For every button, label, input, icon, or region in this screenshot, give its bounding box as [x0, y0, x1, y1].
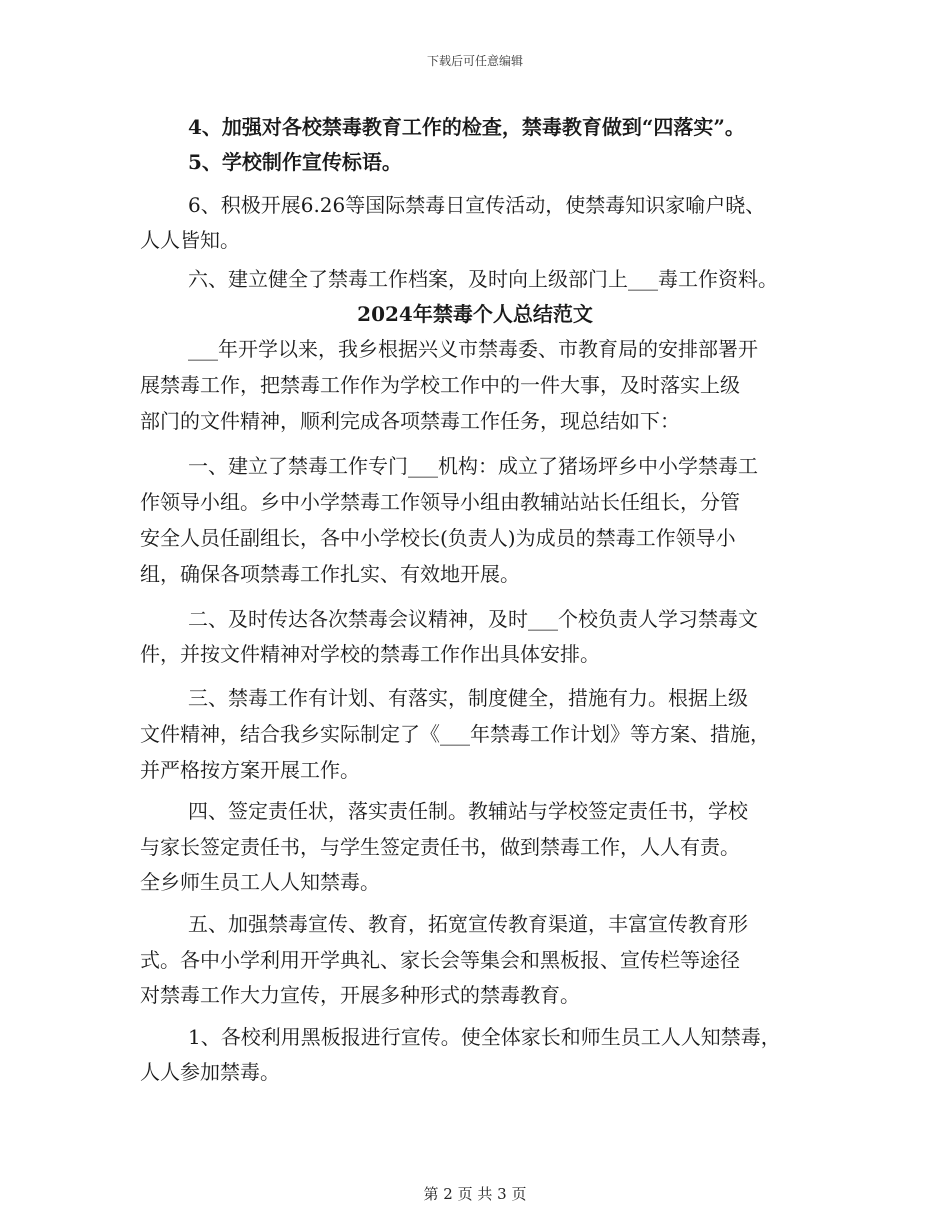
paragraph-line: 式。各中小学利用开学典礼、家长会等集会和黑板报、宣传栏等途径: [140, 948, 740, 972]
paragraph-line: 全乡师生员工人人知禁毒。: [140, 870, 380, 894]
paragraph-line: 并严格按方案开展工作。: [140, 758, 360, 782]
paragraph-line: 一、建立了禁毒工作专门___机构：成立了猪场坪乡中小学禁毒工: [188, 454, 758, 478]
list-item: 6、积极开展6.26等国际禁毒日宣传活动，使禁毒知识家喻户晓、: [188, 193, 766, 217]
list-item: 人人参加禁毒。: [140, 1060, 280, 1084]
paragraph-line: 与家长签定责任书，与学生签定责任书，做到禁毒工作，人人有责。: [140, 835, 740, 859]
page-number: 第 2 页 共 3 页: [423, 1185, 527, 1203]
list-item: 1、各校利用黑板报进行宣传。使全体家长和师生员工人人知禁毒，: [188, 1025, 781, 1049]
paragraph-line: 二、及时传达各次禁毒会议精神，及时___个校负责人学习禁毒文: [188, 607, 758, 631]
paragraph-line: 安全人员任副组长，各中小学校长(负责人)为成员的禁毒工作领导小: [140, 526, 736, 550]
paragraph-line: 五、加强禁毒宣传、教育，拓宽宣传教育渠道，丰富宣传教育形: [188, 912, 748, 936]
paragraph-line: 组，确保各项禁毒工作扎实、有效地开展。: [140, 562, 520, 586]
section-title: 2024年禁毒个人总结范文: [357, 302, 593, 326]
paragraph-line: 文件精神，结合我乡实际制定了《___年禁毒工作计划》等方案、措施，: [140, 722, 770, 746]
paragraph-line: 展禁毒工作，把禁毒工作作为学校工作中的一件大事，及时落实上级: [140, 373, 740, 397]
paragraph-line: 部门的文件精神，顺利完成各项禁毒工作任务，现总结如下：: [140, 409, 680, 433]
paragraph-line: 作领导小组。乡中小学禁毒工作领导小组由教辅站站长任组长，分管: [140, 490, 740, 514]
list-item: 5、学校制作宣传标语。: [188, 150, 402, 174]
paragraph-line: ___年开学以来，我乡根据兴义市禁毒委、市教育局的安排部署开: [188, 337, 758, 361]
list-item: 4、加强对各校禁毒教育工作的检查，禁毒教育做到“四落实”。: [188, 115, 745, 139]
paragraph-line: 六、建立健全了禁毒工作档案，及时向上级部门上___毒工作资料。: [188, 267, 778, 291]
list-item: 人人皆知。: [140, 228, 240, 252]
paragraph-line: 四、签定责任状，落实责任制。教辅站与学校签定责任书，学校: [188, 799, 748, 823]
paragraph-line: 件，并按文件精神对学校的禁毒工作作出具体安排。: [140, 642, 600, 666]
page-header-note: 下载后可任意编辑: [426, 54, 523, 68]
paragraph-line: 对禁毒工作大力宣传，开展多种形式的禁毒教育。: [140, 983, 580, 1007]
paragraph-line: 三、禁毒工作有计划、有落实，制度健全，措施有力。根据上级: [188, 686, 748, 710]
